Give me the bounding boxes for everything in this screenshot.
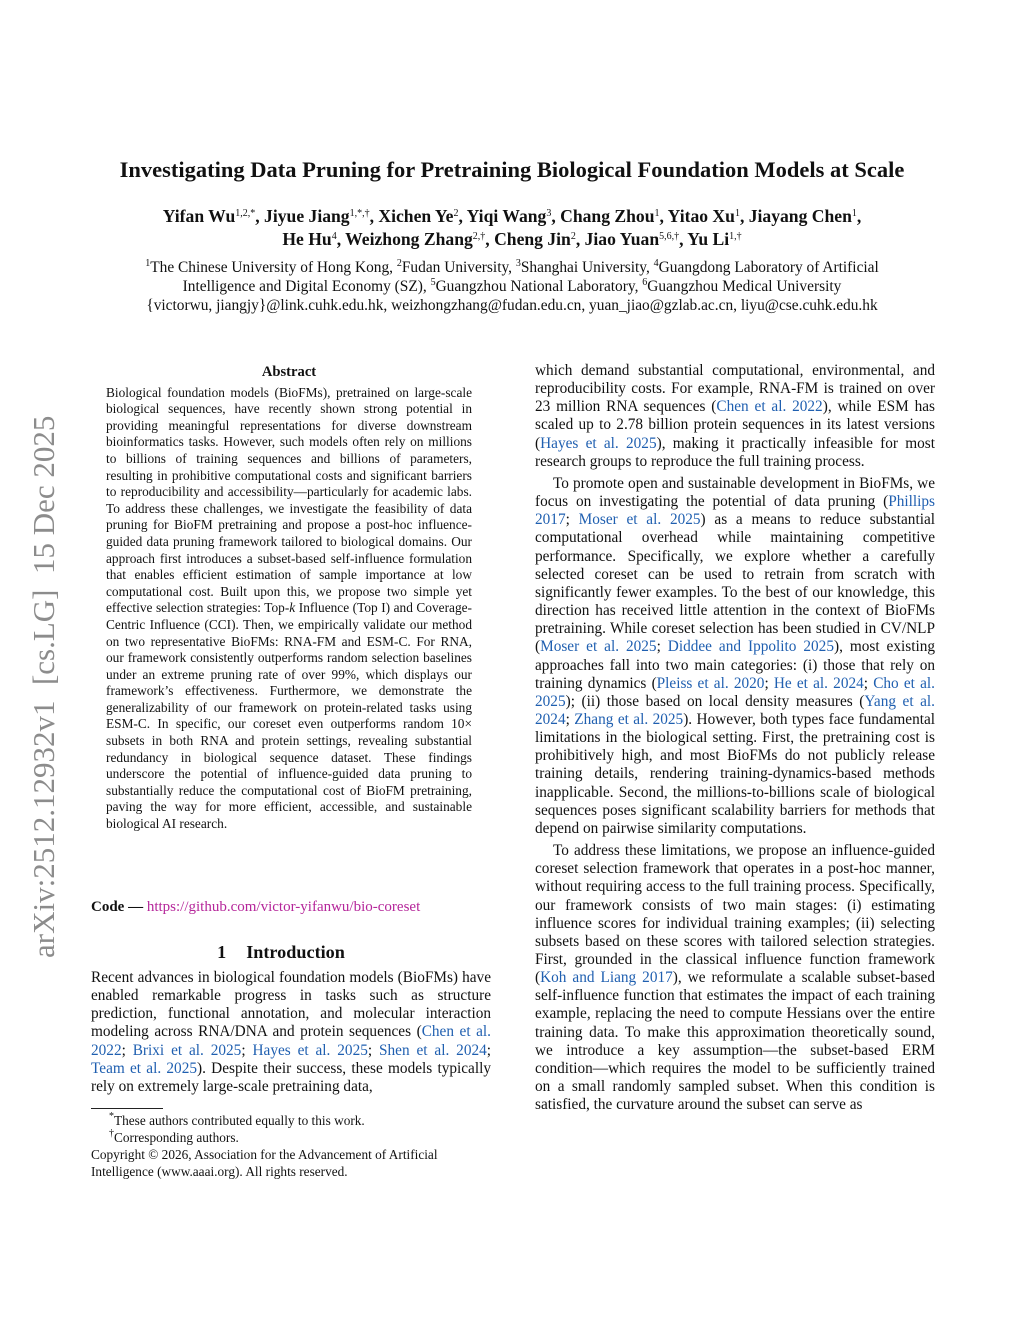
right-column: [535, 362, 935, 1114]
affiliation-line-2: Intelligence and Digital Economy (SZ), $^5$Guangzhou National Laboratory, $^6$Guangzhou Medical University: [182, 277, 842, 295]
arxiv-stamp-text: arXiv:2512.12932v1 [cs.LG] 15 Dec 2025: [26, 415, 61, 958]
affiliations: [70, 258, 954, 315]
affiliation-line-1: $^1$The Chinese University of Hong Kong, $^2$Fudan University, $^3$Shanghai University, $^4$Guangdong Laboratory of Artificial: [145, 258, 879, 276]
right-paragraph-2: To promote open and sustainable development in BioFMs, we focus on investigating the potential of data pruning (Phillips 2017; Moser et al. 2025) as a means to reduce substantial computational overhead while maintaining competitive performance. Specifically, we explore whether a carefully selected coreset can be used to retrain from scratch with significantly fewer examples. To the best of our knowledge, this direction has received little attention in the context of BioFMs pretraining. While coreset selection has been studied in CV/NLP (Moser et al. 2025; Diddee and Ippolito 2025), most existing approaches fall into two main categories: (i) those that rely on training dynamics (Pleiss et al. 2020; He et al. 2024; Cho et al. 2025); (ii) those based on local density measures (Yang et al. 2024; Zhang et al. 2025). However, both types face fundamental limitations in the biological setting. First, the pretraining cost is prohibitively high, and most BioFMs do not publicly release training details, rendering training-dynamics-based methods inapplicable. Second, the millions-to-billions scale of biological sequences poses significant scalability barriers for methods that depend on pairwise similarity computations.: [535, 474, 936, 837]
intro-heading: [91, 942, 491, 963]
author-line-2: He Hu$^4$, Weizhong Zhang$^{2,\dagger}$, Cheng Jin$^2$, Jiao Yuan$^{5,6,\dagger}$, Yu $Li^{1,\dagger}$: [282, 229, 742, 249]
intro-title: Introduction: [246, 942, 345, 962]
left-column-intro: [91, 969, 491, 1096]
arxiv-stamp: [10, 370, 70, 960]
code-url-link[interactable]: https://github.com/victor-yifanwu/bio-coreset: [146, 899, 421, 915]
author-line-1: Yifan $Wu^{1,2,*}$, Jiyue Jiang$^{1,*,\dagger}$, Xichen Ye$^2$, Yiqi Wang$^3$, Chang Zhou$^1$, Yitao Xu$^1$, Jiayang Chen$^1$,: [162, 206, 862, 226]
footnote-equal-contribution: *These authors contributed equally to this work.: [109, 1111, 365, 1128]
abstract-text: Biological foundation models (BioFMs), pretrained on large-scale biological sequences, have recently shown strong potential in providing meaningful representations for diverse downstream bioinformatics tasks. However, such models often rely on millions to billions of training sequences and billions of parameters, resulting in prohibitive computational costs and significant barriers to reproducibility and accessibility—particularly for academic labs. To address these challenges, we investigate the feasibility of data pruning for BioFM pretraining and propose a post-hoc influence-guided data pruning framework tailored to biological domains. Our approach first introduces a subset-based self-influence formulation that enables efficient estimation of sample importance at low computational cost. Built upon this, we propose two simple yet effective selection strategies: Top-k Influence (Top I) and Coverage-Centric Influence (CCI). Then, we empirically validate our method on two representative BioFMs: RNA-FM and ESM-C. For RNA, our framework consistently outperforms random selection baselines under an extreme pruning rate of over 99%, which displays our framework’s effectiveness. Furthermore, we demonstrate the generalizability of our framework on protein-related tasks using ESM-C. In specific, our coreset even outperforms random 10× subsets in both RNA and protein settings, revealing substantial redundancy in biological sequence dataset. These findings underscore the potential of influence-guided data pruning to substantially reduce the computational cost of BioFM pretraining, paving the way for more efficient, accessible, and sustainable biological AI research.: [106, 384, 472, 832]
code-link-line: [91, 899, 420, 916]
author-list: [70, 205, 954, 251]
abstract-heading: Abstract: [261, 364, 317, 380]
paper-title: Investigating Data Pruning for Pretraining Biological Foundation Models at Scale: [119, 157, 905, 182]
code-label: Code —: [91, 899, 144, 915]
footnote-corresponding: †Corresponding authors.: [109, 1128, 239, 1145]
email-line: {victorwu, jiangjy}@link.cuhk.edu.hk, weizhongzhang@fudan.edu.cn, yuan_jiao@gzlab.ac.cn, liyu@cse.cuhk.edu.hk: [146, 297, 878, 314]
right-paragraph-1: which demand substantial computational, environmental, and reproducibility costs. For example, RNA-FM is trained on over 23 million RNA sequences (Chen et al. 2022), while ESM has scaled up to 2.78 billion protein sequences in its latest versions (Hayes et al. 2025), making it practically infeasible for most research groups to reproduce the full training process.: [535, 362, 935, 470]
footnotes: [91, 1112, 491, 1180]
abstract: [106, 364, 472, 833]
intro-number: 1: [217, 942, 227, 962]
footnote-rule: [91, 1108, 163, 1109]
intro-paragraph: Recent advances in biological foundation models (BioFMs) have enabled remarkable progress in tasks such as structure prediction, functional annotation, and molecular interaction modeling across RNA/DNA and protein sequences (Chen et al. 2022; Brixi et al. 2025; Hayes et al. 2025; Shen et al. 2024; Team et al. 2025). Despite their success, these models typically rely on extremely large-scale pretraining data,: [91, 969, 492, 1095]
right-paragraph-3: To address these limitations, we propose an influence-guided coreset selection framework that operates in a post-hoc manner, without requiring access to the full training process. Specifically, our framework consists of two main stages: (i) estimating influence scores for individual training examples; (ii) selecting subsets based on these scores with tailored selection strategies. First, grounded in the classical influence function framework (Koh and Liang 2017), we reformulate a scalable subset-based self-influence function that estimates the impact of each training example, replacing the need to compute Hessians over the entire training data. To make this approximation theoretically sound, we introduce a key assumption—the subset-based ERM condition—which requires the model to be sufficiently trained on a small randomly sampled subset. When this condition is satisfied, the curvature around the subset can serve as: [535, 842, 935, 1114]
copyright-notice: Copyright © 2026, Association for the Advancement of Artificial Intelligence (www.aaai.org). All rights reserved.: [91, 1147, 438, 1179]
